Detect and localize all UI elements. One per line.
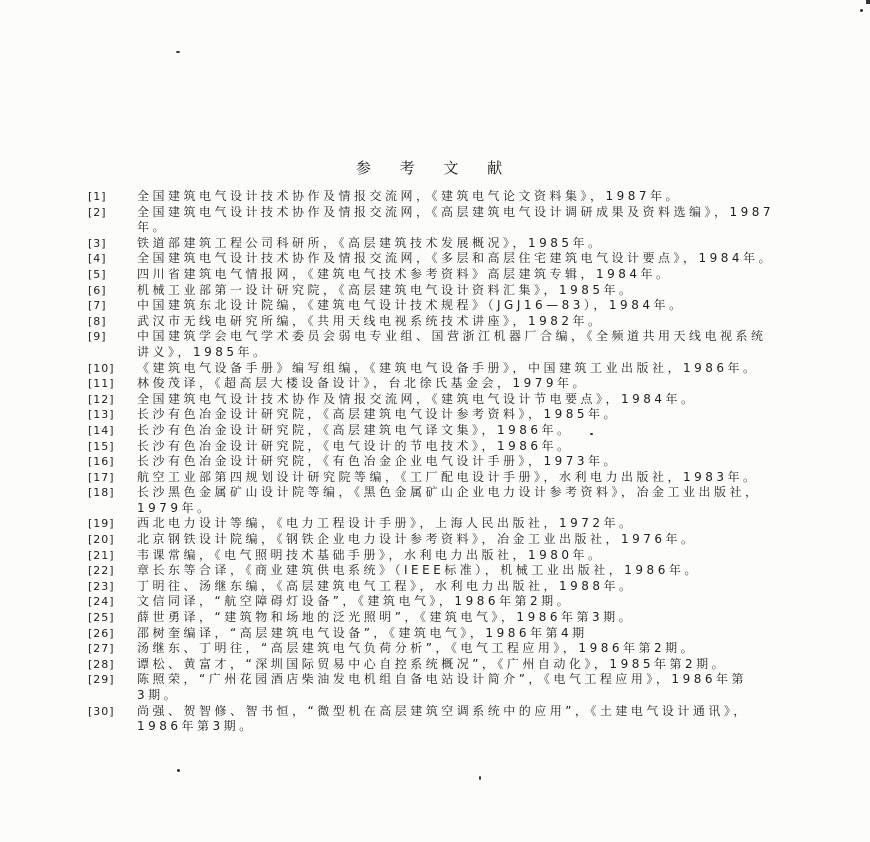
reference-line: 长沙有色冶金设计研究院，《高层建筑电气译文集》，1986年。: [137, 422, 573, 437]
reference-text: [137, 236, 828, 252]
reference-line: 年。: [137, 220, 169, 235]
reference-text: [137, 283, 828, 299]
reference-number: [12]: [88, 392, 115, 406]
reference-text: [137, 657, 828, 673]
reference-line: 邵树奎编译，“高层建筑电气设备”，《建筑电气》，1986年第4期: [137, 625, 588, 640]
reference-number: [13]: [88, 408, 115, 422]
reference-text: [137, 392, 828, 408]
reference-line: 1986年第3期。: [137, 719, 255, 734]
reference-text: [137, 579, 828, 595]
reference-text: [137, 251, 828, 267]
reference-line: 长沙有色冶金设计研究院，《有色冶金企业电气设计手册》，1973年。: [137, 454, 620, 469]
reference-number: [26]: [88, 626, 115, 640]
reference-text: [137, 454, 828, 470]
reference-text: [137, 563, 828, 579]
reference-entry: [88, 407, 828, 423]
reference-line: 《建筑电气设备手册》编写组编，《建筑电气设备手册》，中国建筑工业出版社，1986年。: [137, 360, 759, 375]
reference-text: [137, 361, 828, 377]
reference-line: 全国建筑电气设计技术协作及情报交流网，《高层建筑电气设计调研成果及资料选编》，1987: [137, 204, 775, 219]
reference-entry: [88, 392, 828, 408]
reference-text: [137, 376, 828, 392]
reference-entry: [88, 236, 828, 252]
reference-number: [1]: [88, 190, 107, 203]
reference-number: [25]: [88, 611, 115, 625]
reference-number: [22]: [88, 564, 115, 578]
reference-number: [27]: [88, 642, 115, 656]
reference-number: [5]: [88, 267, 107, 281]
reference-line: 机械工业部第一设计研究院，《高层建筑电气设计资料汇集》，1985年。: [137, 282, 635, 297]
reference-entry: [88, 205, 828, 236]
reference-text: [137, 610, 828, 626]
reference-number: [8]: [88, 314, 107, 328]
reference-entry: [88, 626, 828, 642]
reference-entry: [88, 454, 828, 470]
reference-entry: [88, 563, 828, 579]
reference-number: [11]: [88, 377, 115, 391]
reference-entry: [88, 704, 828, 735]
scan-speck: [479, 776, 481, 780]
reference-number: [23]: [88, 579, 115, 593]
reference-text: [137, 672, 828, 703]
reference-line: 韦课常编，《电气照明技术基础手册》，水利电力出版社，1980年。: [137, 547, 604, 562]
reference-entry: [88, 548, 828, 564]
reference-line: 全国建筑电气设计技术协作及情报交流网，《建筑电气设计节电要点》，1984年。: [137, 391, 697, 406]
reference-entry: [88, 361, 828, 377]
reference-entry: [88, 329, 828, 360]
scan-speck: [176, 51, 180, 53]
reference-line: 长沙黑色金属矿山设计院等编，《黑色金属矿山企业电力设计参考资料》，冶金工业出版社，: [137, 485, 761, 500]
reference-line: 丁明往、汤继东编，《高层建筑电气工程》，水利电力出版社，1988年。: [137, 578, 635, 593]
reference-number: [24]: [88, 595, 115, 609]
reference-entry: [88, 579, 828, 595]
reference-text: [137, 485, 828, 516]
reference-line: 汤继东、丁明往，“高层建筑电气负荷分析”，《电气工程应用》，1986年第2期。: [137, 641, 697, 656]
reference-line: 林俊茂译，《超高层大楼设备设计》，台北徐氏基金会，1979年。: [137, 376, 589, 391]
reference-number: [4]: [88, 252, 107, 266]
reference-line: 全国建筑电气设计技术协作及情报交流网，《多层和高层住宅建筑电气设计要点》，1984年。: [137, 251, 775, 266]
reference-entry: [88, 423, 828, 439]
reference-text: [137, 626, 828, 642]
reference-line: 讲义》，1985年。: [137, 344, 269, 359]
reference-number: [19]: [88, 517, 115, 531]
reference-number: [15]: [88, 439, 115, 453]
reference-number: [21]: [88, 548, 115, 562]
reference-entry: [88, 641, 828, 657]
reference-text: [137, 267, 828, 283]
reference-entry: [88, 189, 828, 205]
page-title: 参 考 文 献: [355, 159, 515, 177]
reference-number: [18]: [88, 486, 115, 500]
reference-number: [16]: [88, 455, 115, 469]
reference-text: [137, 189, 828, 205]
reference-text: [137, 704, 828, 735]
reference-entry: [88, 267, 828, 283]
reference-line: 文信同译，“航空障碍灯设备”，《建筑电气》，1986年第2期。: [137, 594, 573, 609]
reference-number: [3]: [88, 236, 107, 250]
reference-line: 铁道部建筑工程公司科研所，《高层建筑技术发展概况》，1985年。: [137, 235, 604, 250]
reference-line: 航空工业部第四规划设计研究院等编，《工厂配电设计手册》，水利电力出版社，1983年。: [137, 469, 759, 484]
reference-line: 1979年。: [137, 500, 213, 515]
reference-entry: [88, 594, 828, 610]
reference-entry: [88, 251, 828, 267]
reference-line: 薛世勇译，“建筑物和场地的泛光照明”，《建筑电气》，1986年第3期。: [137, 610, 635, 625]
reference-text: [137, 439, 828, 455]
reference-number: [2]: [88, 205, 107, 219]
reference-text: [137, 329, 828, 360]
reference-list: [88, 189, 828, 735]
reference-entry: [88, 298, 828, 314]
reference-text: [137, 516, 828, 532]
reference-line: 全国建筑电气设计技术协作及情报交流网，《建筑电气论文资料集》，1987年。: [137, 189, 682, 203]
reference-number: [17]: [88, 470, 115, 484]
reference-line: 北京钢铁设计院编，《钢铁企业电力设计参考资料》，冶金工业出版社，1976年。: [137, 532, 697, 547]
reference-entry: [88, 516, 828, 532]
reference-line: 陈照荣，“广州花园酒店柴油发电机组自备电站设计简介”，《电气工程应用》，1986年第: [137, 672, 747, 687]
scan-speck: [860, 9, 863, 12]
reference-entry: [88, 439, 828, 455]
reference-text: [137, 594, 828, 610]
reference-number: [28]: [88, 657, 115, 671]
scan-speck: [866, 0, 870, 4]
reference-number: [14]: [88, 423, 115, 437]
reference-line: 长沙有色冶金设计研究院，《高层建筑电气设计参考资料》，1985年。: [137, 407, 620, 422]
reference-entry: [88, 314, 828, 330]
reference-number: [6]: [88, 283, 107, 297]
reference-number: [20]: [88, 533, 115, 547]
reference-text: [137, 532, 828, 548]
reference-number: [30]: [88, 704, 115, 718]
reference-entry: [88, 672, 828, 703]
reference-line: 3期。: [137, 688, 180, 702]
reference-line: 中国建筑学会电气学术委员会弱电专业组、国营浙江机器厂合编，《全频道共用天线电视系统: [137, 329, 767, 344]
reference-line: 武汉市无线电研究所编，《共用天线电视系统技术讲座》，1982年。: [137, 313, 604, 328]
reference-text: [137, 423, 828, 439]
reference-entry: [88, 532, 828, 548]
reference-entry: [88, 657, 828, 673]
reference-line: 章长东等合译，《商业建筑供电系统》（IEEE标准），机械工业出版社，1986年。: [137, 563, 700, 578]
reference-line: 长沙有色冶金设计研究院，《电气设计的节电技术》，1986年。: [137, 438, 573, 453]
reference-text: [137, 641, 828, 657]
scan-speck: [177, 769, 180, 772]
reference-line: 谭松、黄富才，“深圳国际贸易中心自控系统概况”，《广州自动化》，1985年第2期。: [137, 656, 728, 671]
reference-text: [137, 548, 828, 564]
reference-number: [9]: [88, 330, 107, 344]
reference-number: [29]: [88, 673, 115, 687]
reference-text: [137, 205, 828, 236]
reference-entry: [88, 470, 828, 486]
reference-text: [137, 407, 828, 423]
reference-number: [7]: [88, 299, 107, 313]
reference-line: 西北电力设计等编，《电力工程设计手册》，上海人民出版社，1972年。: [137, 516, 635, 531]
reference-line: 四川省建筑电气情报网，《建筑电气技术参考资料》高层建筑专辑，1984年。: [137, 266, 672, 281]
reference-entry: [88, 485, 828, 516]
reference-text: [137, 298, 828, 314]
reference-line: 中国建筑东北设计院编，《建筑电气设计技术规程》（JGJ16—83），1984年。: [137, 298, 685, 313]
reference-number: [10]: [88, 361, 115, 375]
reference-entry: [88, 376, 828, 392]
reference-text: [137, 314, 828, 330]
reference-entry: [88, 283, 828, 299]
reference-text: [137, 470, 828, 486]
reference-entry: [88, 610, 828, 626]
reference-line: 尚强、贺智修、智书恒，“微型机在高层建筑空调系统中的应用”，《土建电气设计通讯》，: [137, 703, 749, 718]
